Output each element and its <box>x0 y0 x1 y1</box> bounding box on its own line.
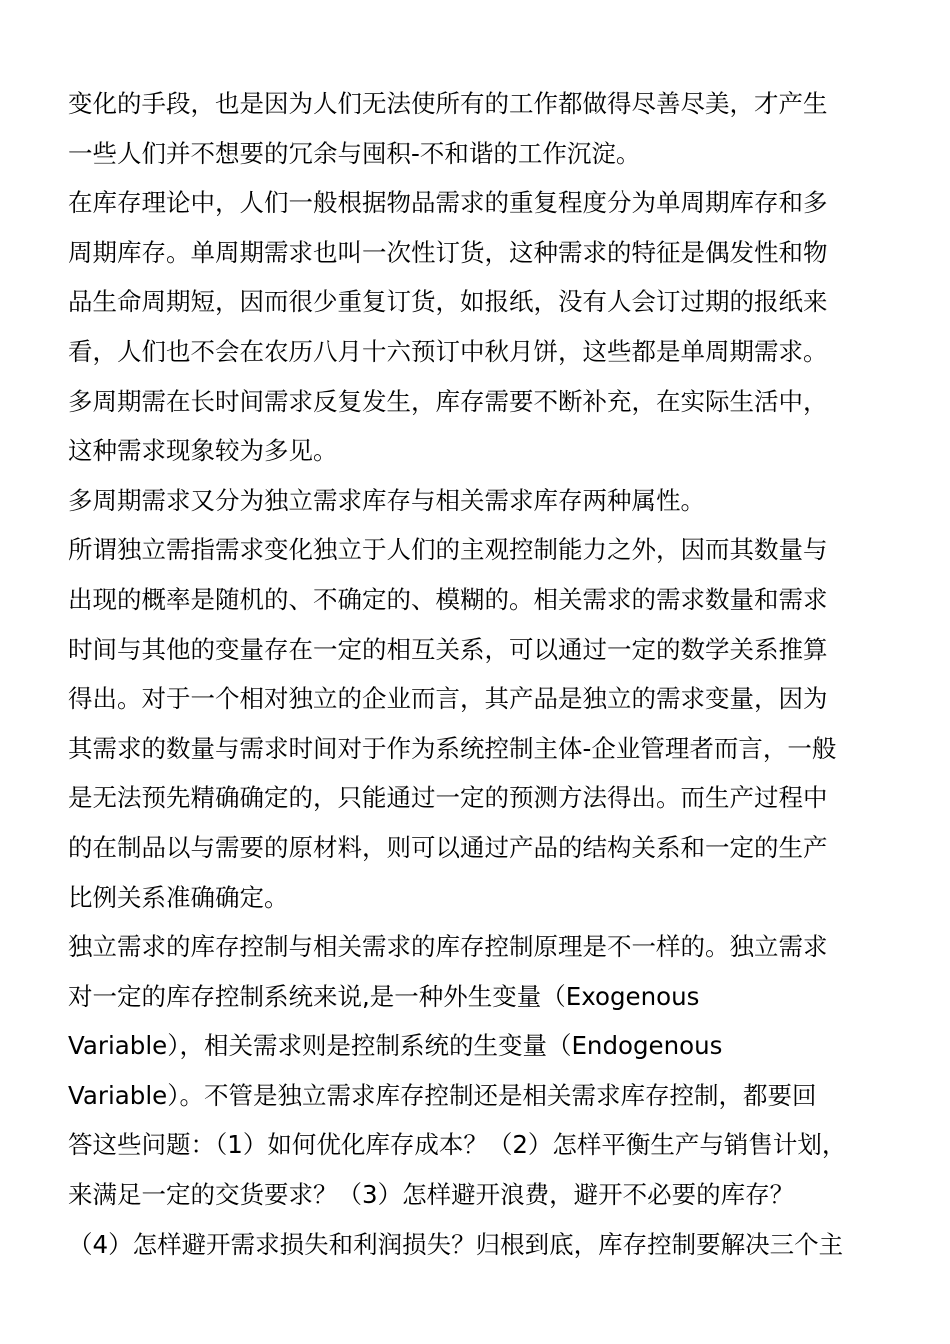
text-line-9: 多周期需求又分为独立需求库存与相关需求库存两种属性。 <box>68 485 705 515</box>
text-line-16: 的在制品以与需要的原材料，则可以通过产品的结构关系和一定的生产 <box>68 832 828 862</box>
text-line-21: Variable）。不管是独立需求库存控制还是相关需求库存控制，都要回 <box>68 1080 817 1110</box>
body-text <box>68 79 928 1269</box>
text-line-20: Variable），相关需求则是控制系统的生变量（Endogenous <box>68 1031 723 1061</box>
text-line-3: 在库存理论中，人们一般根据物品需求的重复程度分为单周期库存和多 <box>68 188 828 218</box>
text-line-6: 看，人们也不会在农历八月十六预订中秋月饼，这些都是单周期需求。 <box>68 336 828 366</box>
text-line-12: 时间与其他的变量存在一定的相互关系，可以通过一定的数学关系推算 <box>68 634 828 664</box>
text-line-5: 品生命周期短，因而很少重复订货，如报纸，没有人会订过期的报纸来 <box>68 287 828 317</box>
text-line-7: 多周期需在长时间需求反复发生，库存需要不断补充，在实际生活中， <box>68 386 828 416</box>
text-line-19: 对一定的库存控制系统来说,是一种外生变量（Exogenous <box>68 981 700 1011</box>
text-line-2: 一些人们并不想要的冗余与囤积-不和谐的工作沉淀。 <box>68 138 641 168</box>
text-line-13: 得出。对于一个相对独立的企业而言，其产品是独立的需求变量，因为 <box>68 684 828 714</box>
text-line-24: （4）怎样避开需求损失和利润损失？归根到底，库存控制要解决三个主 <box>68 1229 844 1259</box>
text-line-22: 答这些问题：（1）如何优化库存成本？（2）怎样平衡生产与销售计划， <box>68 1130 847 1160</box>
text-line-17: 比例关系准确确定。 <box>68 882 289 912</box>
text-line-4: 周期库存。单周期需求也叫一次性订货，这种需求的特征是偶发性和物 <box>68 237 828 267</box>
text-line-11: 出现的概率是随机的、不确定的、模糊的。相关需求的需求数量和需求 <box>68 584 828 614</box>
text-line-1: 变化的手段，也是因为人们无法使所有的工作都做得尽善尽美，才产生 <box>68 89 828 118</box>
text-line-18: 独立需求的库存控制与相关需求的库存控制原理是不一样的。独立需求 <box>68 932 828 962</box>
text-line-10: 所谓独立需指需求变化独立于人们的主观控制能力之外，因而其数量与 <box>68 535 828 565</box>
text-line-8: 这种需求现象较为多见。 <box>68 436 338 466</box>
text-line-15: 是无法预先精确确定的，只能通过一定的预测方法得出。而生产过程中 <box>68 783 828 813</box>
text-line-23: 来满足一定的交货要求？（3）怎样避开浪费，避开不必要的库存？ <box>68 1180 795 1210</box>
text-line-14: 其需求的数量与需求时间对于作为系统控制主体-企业管理者而言，一般 <box>68 733 837 763</box>
